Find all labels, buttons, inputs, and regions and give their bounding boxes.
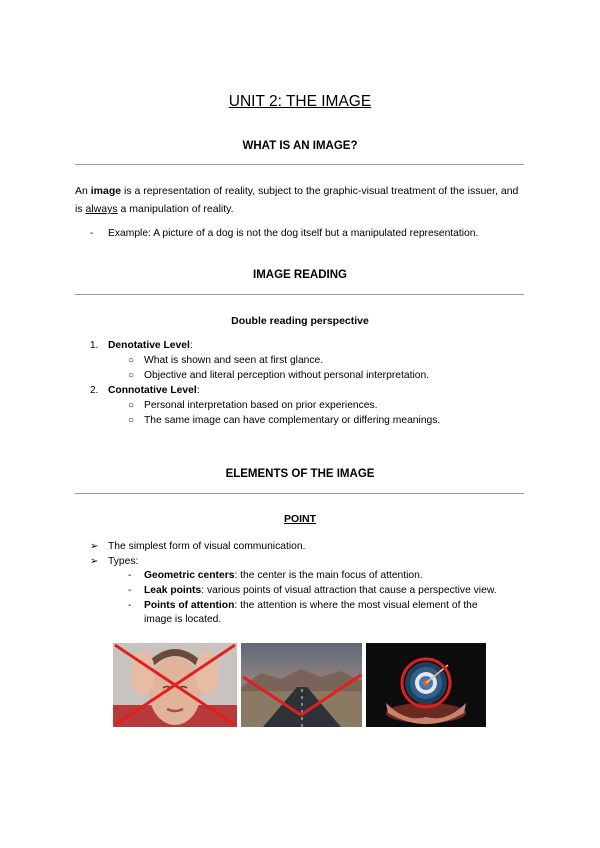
circle-bullet: ○ [128, 415, 135, 426]
dash-bullet: - [90, 228, 94, 239]
dash-bullet: - [128, 570, 132, 581]
example-text: Example: A picture of a dog is not the dog itself but a manipulated representation. [108, 228, 479, 239]
type-term: Leak points [144, 585, 202, 596]
type-desc: : various points of visual attraction that cause a perspective view. [201, 585, 497, 596]
arrow-bullet-icon: ➢ [90, 541, 99, 552]
level-name: Connotative Level [108, 385, 197, 396]
dash-bullet: - [128, 600, 132, 611]
type-term: Points of attention [144, 600, 235, 611]
dash-bullet: - [128, 585, 132, 596]
definition-underlined-word: always [85, 203, 118, 215]
subheading-double-reading: Double reading perspective [231, 315, 369, 327]
level-colon: : [189, 340, 193, 351]
type-term: Geometric centers [144, 570, 235, 581]
section-heading-image-reading: IMAGE READING [253, 269, 347, 281]
level-name: Denotative Level [108, 340, 190, 351]
geometric-center-face-image [113, 643, 237, 727]
sub-list-item: The same image can have complementary or differing meanings. [144, 415, 441, 426]
image-definition-paragraph [75, 182, 527, 218]
point-of-attention-target-image [366, 643, 486, 727]
type-geometric-centers [144, 569, 423, 583]
circle-bullet: ○ [128, 400, 135, 411]
definition-text-end: a manipulation of reality. [117, 203, 234, 215]
list-item-connotative [108, 384, 200, 398]
bullet-text: The simplest form of visual communication. [108, 541, 306, 552]
level-colon: : [196, 385, 200, 396]
list-item-denotative [108, 339, 193, 353]
sub-list-item: What is shown and seen at first glance. [144, 355, 324, 366]
list-number: 1. [90, 340, 99, 351]
type-desc: : the center is the main focus of attention. [234, 570, 423, 581]
divider [75, 493, 524, 494]
definition-text-middle: is a representation of reality, subject to the graphic-visual treatment of the issuer, and is [75, 185, 519, 215]
list-number: 2. [90, 385, 99, 396]
type-points-of-attention [144, 599, 478, 613]
sub-list-item: Objective and literal perception without personal interpretation. [144, 370, 430, 381]
circle-bullet: ○ [128, 355, 135, 366]
divider [75, 164, 524, 165]
type-desc: : the attention is where the most visual element of the [234, 600, 478, 611]
definition-text-start: An [75, 185, 91, 197]
divider [75, 294, 524, 295]
arrow-bullet-icon: ➢ [90, 556, 99, 567]
bullet-text: Types: [108, 556, 139, 567]
section-heading-elements: ELEMENTS OF THE IMAGE [225, 468, 375, 480]
page-title: UNIT 2: THE IMAGE [228, 93, 372, 110]
subheading-point: POINT [283, 513, 317, 525]
definition-keyword: image [90, 185, 122, 197]
section-heading-what-is-an-image: WHAT IS AN IMAGE? [242, 140, 358, 152]
leak-point-road-image [241, 643, 362, 727]
sub-list-item: Personal interpretation based on prior experiences. [144, 400, 378, 411]
type-leak-points [144, 584, 497, 598]
circle-bullet: ○ [128, 370, 135, 381]
type-desc-continuation: image is located. [144, 614, 222, 625]
